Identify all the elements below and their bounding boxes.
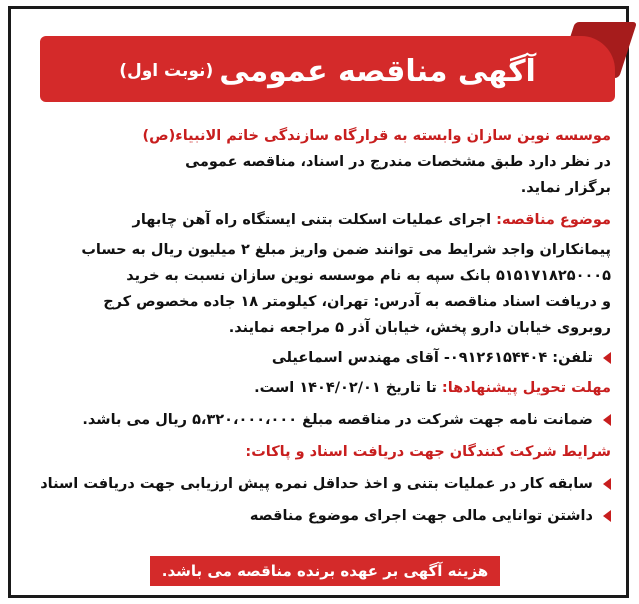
- subject-label: موضوع مناقصه:: [496, 212, 611, 228]
- arrow-bullet-icon: [603, 478, 611, 490]
- phone-text: تلفن: ۰۹۱۲۶۱۵۴۴۰۴- آقای مهندس اسماعیلی: [271, 350, 593, 366]
- paragraph-line-2: ۵۱۵۱۷۱۸۲۵۰۰۰۵ بانک سپه به نام موسسه نوین سازان نسبت به خرید: [126, 268, 611, 284]
- condition-item: [28, 472, 611, 496]
- paragraph-line-4: روبروی خیابان دارو پخش، خیابان آذر ۵ مراجعه نمایند.: [228, 320, 611, 336]
- subject-row: [28, 208, 611, 232]
- conditions-title: شرایط شرکت کنندگان جهت دریافت اسناد و پاکات:: [245, 444, 611, 460]
- notice-title: [40, 46, 615, 96]
- condition-item: [28, 504, 611, 528]
- deadline-value: تا تاریخ ۱۴۰۴/۰۲/۰۱ است.: [254, 380, 437, 396]
- phone-row: [28, 346, 611, 370]
- subject-value: اجرای عملیات اسکلت بتنی ایستگاه راه آهن چابهار: [132, 212, 492, 228]
- guarantee-text: ضمانت نامه جهت شرکت در مناقصه مبلغ ۵،۳۲۰،۰۰۰،۰۰۰ ریال می باشد.: [82, 412, 593, 428]
- condition-text: داشتن توانایی مالی جهت اجرای موضوع مناقصه: [249, 508, 593, 524]
- footer-note: هزینه آگهی بر عهده برنده مناقصه می باشد.: [150, 556, 500, 586]
- arrow-bullet-icon: [603, 510, 611, 522]
- arrow-bullet-icon: [603, 414, 611, 426]
- title-round: (نوبت اول): [119, 61, 214, 81]
- title-text: آگهی مناقصه عمومی: [219, 53, 536, 89]
- organization-line: موسسه نوین سازان وابسته به قرارگاه سازندگی خاتم الانبیاء(ص): [142, 128, 611, 144]
- paragraph-line-3: و دریافت اسناد مناقصه به آدرس: تهران، کیلومتر ۱۸ جاده مخصوص کرج: [103, 294, 611, 310]
- paragraph-line-1: پیمانکاران واجد شرایط می توانند ضمن واریز مبلغ ۲ میلیون ریال به حساب: [81, 242, 611, 258]
- deadline-row: [28, 376, 611, 400]
- intro-line-2: برگزار نماید.: [520, 180, 611, 196]
- condition-text: سابقه کار در عملیات بتنی و اخذ حداقل نمره پیش ارزیابی جهت دریافت اسناد: [40, 476, 593, 492]
- intro-line-1: در نظر دارد طبق مشخصات مندرج در اسناد، مناقصه عمومی: [185, 154, 611, 170]
- arrow-bullet-icon: [603, 352, 611, 364]
- deadline-label: مهلت تحویل پیشنهادها:: [441, 380, 611, 396]
- guarantee-row: [28, 408, 611, 432]
